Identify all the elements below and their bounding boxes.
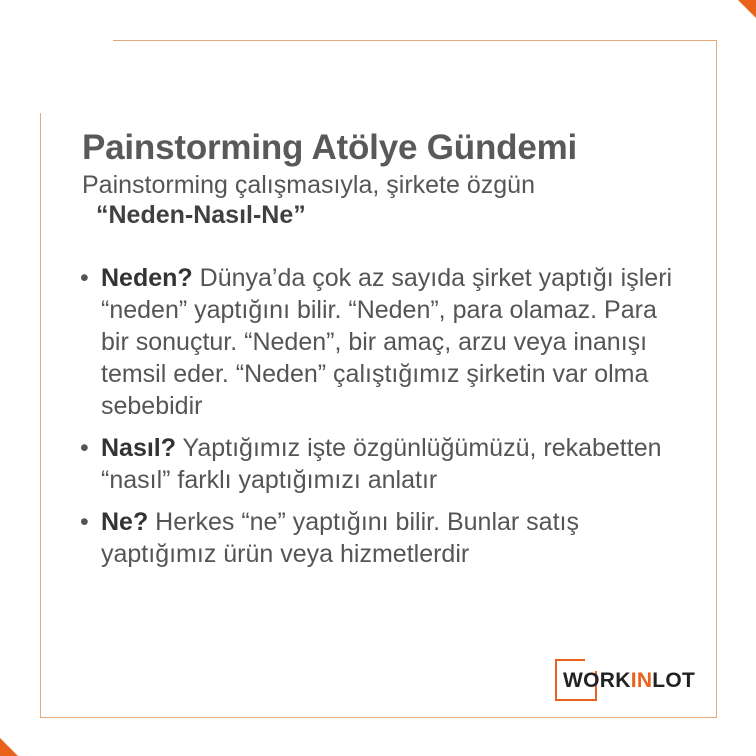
frame-line-right [716, 40, 717, 718]
corner-accent-top-right [716, 0, 756, 40]
bullet-term: Nasıl? [101, 434, 177, 462]
bullet-item-ne [78, 506, 678, 570]
logo-text-lot: LOT [652, 669, 696, 692]
frame-line-bottom [40, 717, 717, 718]
bullet-text: Yaptığımız işte özgünlüğümüzü, rekabetten “nasıl” farklı yaptığımızı anlatır [101, 434, 662, 494]
bullet-list [78, 262, 678, 580]
logo-text-work: WORK [563, 669, 631, 692]
bullet-icon: • [80, 508, 89, 536]
subtitle-line: Painstorming çalışmasıyla, şirkete özgün [82, 171, 535, 199]
logo-text [563, 669, 695, 693]
bullet-text: Dünya’da çok az sayıda şirket yaptığı işleri “neden” yaptığını bilir. “Neden”, para olamaz. Para bir sonuçtur. “Neden”, bir amaç, arzu veya inanışı temsil eder. “Neden” çalıştığımız şirketin var olma sebebidir [101, 264, 673, 420]
bullet-term: Ne? [101, 508, 149, 536]
bullet-icon: • [80, 434, 89, 462]
subtitle [82, 170, 682, 230]
logo-text-in: IN [630, 669, 653, 692]
bullet-item-nasil [78, 432, 678, 496]
frame-line-top [113, 40, 717, 41]
subtitle-highlight: “Neden-Nasıl-Ne” [96, 201, 306, 229]
bullet-icon: • [80, 264, 89, 292]
bullet-text: Herkes “ne” yaptığını bilir. Bunlar satış yaptığımız ürün veya hizmetlerdir [101, 508, 579, 568]
frame-line-left [40, 113, 41, 718]
corner-accent-bottom-left [0, 716, 40, 756]
bullet-item-neden [78, 262, 678, 422]
page-title: Painstorming Atölye Gündemi [82, 128, 578, 167]
bullet-term: Neden? [101, 264, 193, 292]
workinlot-logo [555, 659, 707, 703]
